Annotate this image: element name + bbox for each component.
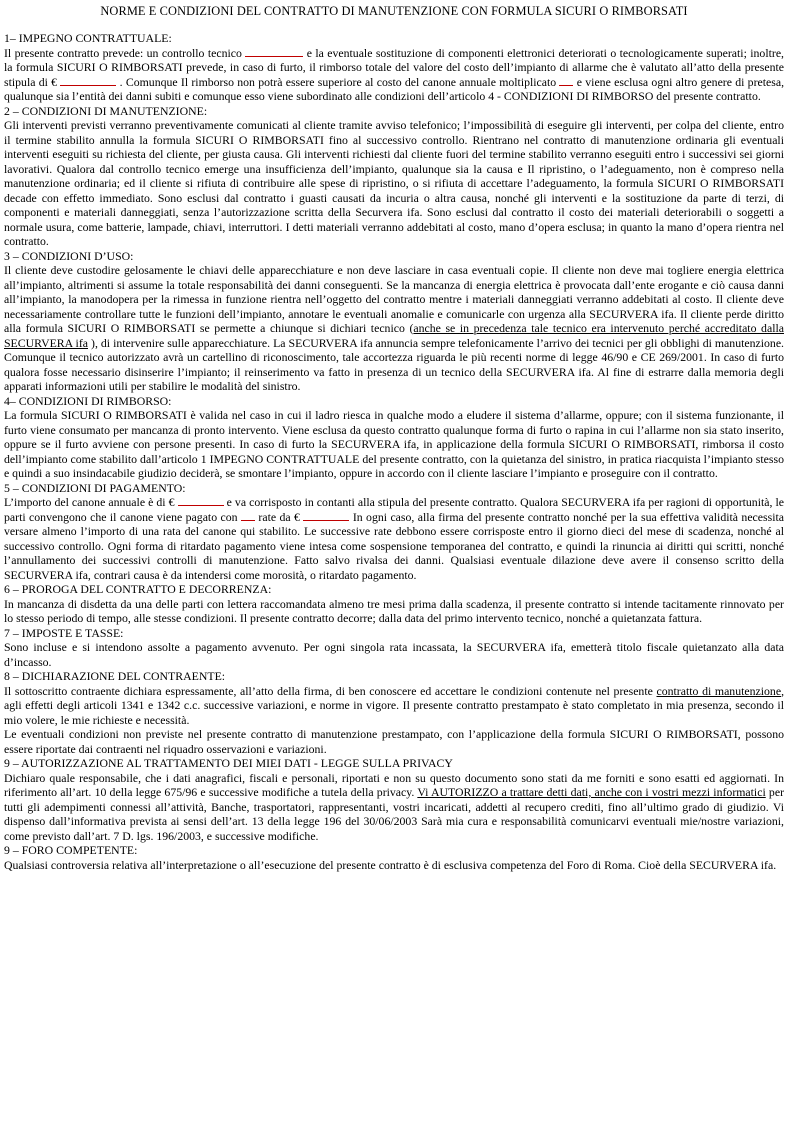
section-heading: 5 – CONDIZIONI DI PAGAMENTO: <box>4 480 186 495</box>
blank-field-numero-rate[interactable] <box>241 510 255 521</box>
section-body <box>4 640 784 669</box>
blank-field-controllo[interactable] <box>245 46 303 57</box>
section-condizioni-pagamento <box>4 481 784 583</box>
section-heading: 1– IMPEGNO CONTRATTUALE: <box>4 31 172 45</box>
section-proroga-contratto <box>4 582 784 626</box>
section-imposte-tasse <box>4 626 784 670</box>
text-fragment: e va corrisposto in contanti alla stipula del presente contratto. Qualora SECURVERA ifa per ragioni di opportunità, le parti convengono che il canone viene pagato con <box>4 495 785 524</box>
section-heading: 3 – CONDIZIONI D’USO: <box>4 248 134 263</box>
paragraph: Qualsiasi controversia relativa all’interpretazione o all’esecuzione del presente contratto è di esclusiva competenza del Foro di Roma. Cioè della SECURVERA ifa. <box>4 857 777 872</box>
section-body <box>4 771 784 844</box>
section-heading: 2 – CONDIZIONI DI MANUTENZIONE: <box>4 103 208 118</box>
underlined-clause: anche se in precedenza tale tecnico era intervenuto perché accreditato dalla SECURVERA ifa <box>4 321 784 350</box>
section-foro-competente <box>4 843 784 872</box>
paragraph: Gli interventi previsti verranno preventivamente comunicati al cliente tramite avviso telefonico; l’impossibilità di eseguire gli interventi, per colpa del cliente, entro il termine stabilito annulla la formula SICURI O RIMBORSATI fino al successivo controllo. Rientrano nel contratto di manutenzione ordinaria gli eventuali interventi eseguiti su richiesta del cliente, per giusta causa. Gli interventi richiesti dal cliente fuori del termine stabilito verranno eseguiti entro i successivi sei giorni lavorativi. Qualora dal controllo tecnico emerge una insufficienza dell’impianto, qualunque sia la causa e Il ripristino, o l’adeguamento, non è compreso nella manutenzione ordinaria; ed il cliente si rifiuta di contribuire alle spese di ripristino, o si rifiuta di accettare l’adeguamento, la formula SICURI O RIMBORSATI decade con effetto immediato. Sono esclusi dal contratto i guasti causati da incuria o altra causa, nonché gli interventi e la sostituzione da parte di terzi, di componenti e materiali danneggiati, senza l’autorizzazione scritta della Securvera ifa. Sono esclusi dal contratto il costo dei materiali deteriorabili o soggetti a normale usura, come batterie, lampade, chiavi, interruttori. I detti materiali verranno addebitati al costo, mano d’opera esclusa; in quanto la mano d’opera rientra nel contratto. <box>4 118 784 248</box>
underlined-clause: Vi AUTORIZZO a trattare detti dati, anche con i vostri mezzi informatici <box>417 785 766 799</box>
text-fragment: Il presente contratto prevede: un controllo tecnico <box>4 45 242 60</box>
text-fragment: e viene esclusa ogni altro genere di pretesa, qualunque sia l’entità dei danni subiti e comunque esso viene subordinato alle condizioni dell’articolo 4 - CONDIZIONI DI RIMBORSO del presente contratto. <box>4 74 785 103</box>
section-heading: 9 – AUTORIZZAZIONE AL TRATTAMENTO DEI MIEI DATI - LEGGE SULLA PRIVACY <box>4 756 453 770</box>
text-fragment: e la eventuale sostituzione di componenti elettronici deteriorati o tecnologicamente superati; inoltre, la formula SICURI O RIMBORSATI prevede, in caso di furto, il rimborso totale del valore del costo dell’impianto di allarme che è valutato all’atto della presente stipula di € <box>4 45 784 89</box>
section-body <box>4 46 784 104</box>
section-body <box>4 684 784 757</box>
blank-field-canone[interactable] <box>178 495 224 506</box>
text-fragment: Il sottoscritto contraente dichiara espressamente, all’atto della firma, di ben conoscere ed accettare le condizioni contenute nel presente <box>4 683 657 698</box>
text-fragment: per tutti gli adempimenti connessi all’attività, Banche, trasportatori, rappresentanti, vostri incaricati, addetti al recupero crediti, fino all’ultimo grado di giudizio. Vi dispenso dall’informativa prevista ai sensi dell’art. 13 della legge 196 del 30/06/2003 Sarà mia cura e responsabilità comunicarvi eventuali mie/nostre variazioni, come previsto dall’art. 7 D. lgs. 196/2003, e successive modifiche. <box>4 785 784 843</box>
section-body <box>4 408 784 481</box>
section-heading: 9 – FORO COMPETENTE: <box>4 843 138 857</box>
section-body <box>4 597 784 626</box>
document-title: NORME E CONDIZIONI DEL CONTRATTO DI MANUTENZIONE CON FORMULA SICURI O RIMBORSATI <box>100 4 688 18</box>
section-body <box>4 118 784 249</box>
paragraph: Sono incluse e si intendono assolte a pagamento avvenuto. Per ogni singola rata incassata, la SECURVERA ifa, emetterà titolo fiscale quietanzato alla data d’incasso. <box>4 640 784 669</box>
section-privacy <box>4 756 784 843</box>
paragraph: In mancanza di disdetta da una delle parti con lettera raccomandata almeno tre mesi prima dalla scadenza, il presente contratto si intende tacitamente rinnovato per lo stesso periodo di tempo, alle stesse condizioni. Il presente contratto decorre; dalla data del primo intervento tecnico, nonché a quietanzata fattura. <box>4 596 784 625</box>
section-heading: 8 – DICHIARAZIONE DEL CONTRAENTE: <box>4 669 226 683</box>
section-condizioni-uso <box>4 249 784 394</box>
paragraph: Le eventuali condizioni non previste nel presente contratto di manutenzione prestampato, con l’applicazione della formula SICURI O RIMBORSATI, possono essere riportate dai contraenti nel riquadro osservazioni e variazioni. <box>4 727 784 756</box>
text-fragment: . Comunque Il rimborso non potrà essere superiore al costo del canone annuale moltiplicato <box>119 74 557 89</box>
section-condizioni-rimborso <box>4 394 784 481</box>
section-body <box>4 263 784 394</box>
text-fragment: L’importo del canone annuale è di € <box>4 495 175 509</box>
paragraph: La formula SICURI O RIMBORSATI è valida nel caso in cui il ladro riesca in qualche modo a eludere il sistema d’allarme, oppure; con il sistema funzionante, il furto viene consumato per mancanza di pronto intervento. Viene esclusa da questo contratto qualunque forma di furto o rapina in cui l’allarme non sia stato inserito, oppure se il furto avviene con persone presenti. In caso di furto la SECURVERA ifa, in applicazione della formula SICURI O RIMBORSATI, rimborsa il costo dell’impianto come stabilito dall’articolo 1 IMPEGNO CONTRATTUALE del presente contratto, con la quietanza del sinistro, in pratica riacquista l’impianto stesso e quindi a suo insindacabile giudizio deciderà, se smontare l’impianto, oppure in accordo con il cliente lasciare l’impianto e proseguire con il contratto. <box>4 408 784 480</box>
section-heading: 7 – IMPOSTE E TASSE: <box>4 625 124 640</box>
text-fragment: , agli effetti degli articoli 1341 e 1342 c.c. successive variazioni, e norme in vigore. Il presente contratto prestampato è stato completato in mia presenza, secondo il mio volere, le mie richieste e necessità. <box>4 683 785 727</box>
text-fragment: In ogni caso, alla firma del presente contratto nonché per la sua effettiva validità necessita versare almeno l’importo di una rata del canone qui stabilito. Le successive rate debbono essere corrisposte entro il giorno dieci del mese di scadenza, nonché al successivo controllo. Ogni forma di ritardato pagamento viene intesa come sospensione temporanea del contratto, e quindi la rinuncia ai diritti qui scritti, nonché l’annullamento dei successivi controlli di manutenzione. Fatto salvo rivalsa dei danni. Qualsiasi eventuale dilazione deve avere il consenso scritto della SECURVERA ifa, contrari causa è da intendersi come morosità, o ritardato pagamento. <box>4 509 784 582</box>
text-fragment: Il cliente deve custodire gelosamente le chiavi delle apparecchiature e non deve lasciare in casa eventuali copie. Il cliente non deve mai togliere energia elettrica all’impianto, altrimenti si assume la totale responsabilità dei danni conseguenti. Se la mancanza di energia elettrica è provocata dall’ente erogante e ciò causa danni all’impianto, la manodopera per la rimessa in funzione rientra nell’oggetto del contratto mentre i materiali danneggiati verranno addebitati al costo. Il cliente deve necessariamente controllare tutte le funzioni dell’impianto, annotare le eventuali anomalie e comunicarle con urgenza alla SECURVERA ifa. Il cliente perde diritto alla formula SICURI O RIMBORSATI se permette a chiunque si dichiari tecnico ( <box>4 263 784 335</box>
section-body <box>4 858 784 873</box>
section-heading: 6 – PROROGA DEL CONTRATTO E DECORRENZA: <box>4 582 272 596</box>
blank-field-importo-rata[interactable] <box>303 510 349 521</box>
section-impegno-contrattuale <box>4 31 784 104</box>
section-body <box>4 495 784 582</box>
underlined-clause: contratto di manutenzione <box>656 683 782 698</box>
text-fragment: ), di intervenire sulle apparecchiature. La SECURVERA ifa annuncia sempre telefonicamente l’arrivo dei tecnici per gli obblighi di manutenzione. Comunque il tecnico autorizzato avrà un cartellino di riconoscimento, tale accortezza riguarda le più recenti norme di legge 46/90 e CE 269/2001. In caso di furto qualora fosse necessario disinserire l’impianto; il reinserimento va fatto in presenza di un tecnico della SECURVERA ifa. Al fine di estrarre dalla memoria degli apparati informazioni utili per stabilire le modalità del sinistro. <box>4 335 785 393</box>
section-condizioni-manutenzione <box>4 104 784 249</box>
section-heading: 4– CONDIZIONI DI RIMBORSO: <box>4 393 172 408</box>
text-fragment: Dichiaro quale responsabile, che i dati anagrafici, fiscali e personali, riportati e non su questo documento sono stati da me forniti e sono esatti ed aggiornati. In riferimento all’art. 10 della legge 675/96 e successive modifiche a tutela della privacy. <box>4 770 784 799</box>
blank-field-moltiplicatore[interactable] <box>559 75 573 86</box>
contract-page <box>4 4 784 872</box>
text-fragment: rate da € <box>258 509 300 524</box>
section-dichiarazione-contraente <box>4 669 784 756</box>
blank-field-valore-impianto[interactable] <box>60 75 116 86</box>
